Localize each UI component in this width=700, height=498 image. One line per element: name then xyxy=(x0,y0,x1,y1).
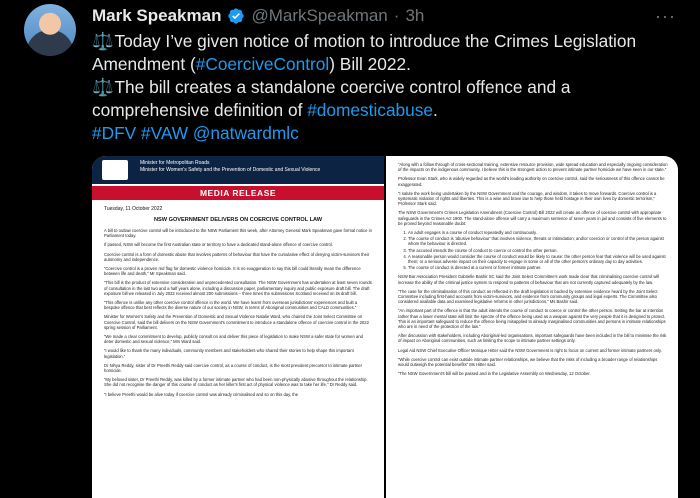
release-body xyxy=(92,200,384,397)
paragraph: Legal Aid NSW Chief Executive Officer Monique Hitter said the NSW Government is right to focus on current and former intimate partners only. xyxy=(398,347,663,353)
list-item: 2. The course of conduct is 'abusive behaviour' that involves violence, threats or intimidation; and/or coercion or control of the person against whom the behaviour is directed. xyxy=(408,236,668,246)
paragraph: “I salute the work being undertaken by the NSW Government and the courage, and wisdom, it takes to move forwards. Coercive control is a systematic violation of rights and liberties. This is a wise and brave law to help those held hostage in their own lives by domestic terrorism,” Professor Stark said. xyxy=(398,190,657,207)
verified-badge-icon xyxy=(227,7,245,25)
release-headline: NSW GOVERNMENT DELIVERS ON COERCIVE CONTROL LAW xyxy=(153,217,323,223)
separator-dot: · xyxy=(393,6,400,25)
balance-scale-emoji: ⚖️ xyxy=(92,31,114,51)
paragraph: Dr Nihya Reddy, sister of Dr Preethi Reddy said coercive control, as a course of conduct, is the most prevalent precursor to intimate partner homicide. xyxy=(104,362,363,374)
paragraph: “We made a clear commitment to develop, publicly consult on and deliver this piece of legislation to make NSW a safer state for women and deter domestic and sexual violence,” Mrs Ward said. xyxy=(104,334,363,345)
paragraph: A bill to outlaw coercive control will be introduced to the NSW Parliament this week, after Attorney General Mark Speakman gave formal notice in Parliament today. xyxy=(104,228,372,239)
paragraph: “An important part of the offence is that the adult intends the course of conduct to coerce or control the other person. Setting the bar at intention rather than a lower mental state will limit the spectre of the offence being used as a weapon against the very people that it is designed to protect. This is an important safeguard to reduce the offence being misapplied to already marginalised communities and persons in intimate relationships who are in need of the protection of the law.” xyxy=(398,308,666,330)
paragraph: NSW Bar Association President Gabrielle Bashir SC said the Joint Select Committee's work made clear that criminalising coercive control will increase the ability of the criminal justice system to respond to patterns of behaviour that are not currently captured adequately by the law. xyxy=(398,274,660,285)
tweet-line-3 xyxy=(92,122,682,145)
tweet-line-1 xyxy=(92,30,682,76)
author-name[interactable]: Mark Speakman xyxy=(92,6,222,25)
paragraph: “I would like to thank the many individuals, community members and stakeholders who shared their stories to help shape this important legislation.” xyxy=(104,348,354,359)
paragraph: If passed, NSW will become the first Australian state or territory to have a dedicated stand-alone offence of coercive control. xyxy=(104,242,333,248)
media-image-left[interactable] xyxy=(92,156,384,498)
avatar[interactable] xyxy=(24,4,76,56)
media-release-title: MEDIA RELEASE xyxy=(92,186,384,200)
list-item: 4. A reasonable person would consider the course of conduct would be likely to cause: the other person fear that violence will be used against them; or a serious adverse impact on their capacity to engage in some or all of the other person's ordinary day to day activities. xyxy=(408,254,668,264)
tweet-text-part: Today I’ve given notice of motion to introduce the Crimes Legislation Amendment ( xyxy=(92,31,637,74)
paragraph: “While coercive control can exist outside intimate partner relationships, we believe that the risks of including a broader range of relationships would outweigh the potential benefits” Ms Hitter said. xyxy=(398,356,658,368)
tweet-text-part: . xyxy=(433,100,438,120)
tweet-text xyxy=(92,30,682,145)
timestamp[interactable]: 3h xyxy=(405,6,425,25)
hashtag-link[interactable]: #CoerciveControl xyxy=(195,54,330,74)
paragraph: “Along with a follow through of cross-sectional training, extensive resource provision, wide spread education and especially ongoing consideration of the impacts on the indigenous community, I believe this is the strongest action to prevent intimate partner homicide we have seen in our state.” xyxy=(398,162,668,173)
tweet-header xyxy=(92,4,424,28)
more-options-icon[interactable]: ··· xyxy=(655,6,676,26)
paragraph: “I believe Preethi would be alive today if coercive control was already criminalised and so on this day, the xyxy=(104,391,299,397)
banner-line: Minister for Metropolitan Roads xyxy=(140,160,210,166)
release-paragraphs xyxy=(398,274,668,376)
paragraph: “My beloved sister, Dr Preethi Reddy, was killed by a former intimate partner who had been non-physically abusive throughout the relationship. She did not recognise the danger of this course of conduct as her killer's first act of physical violence was to take her life,” Dr Reddy said. xyxy=(104,377,368,388)
tweet-text-part: The bill creates a standalone coercive control offence and a comprehensive definition of xyxy=(92,77,571,120)
paragraph: After discussion with stakeholders, including Aboriginal-led organisations, important safeguards have been included in the bill to minimise the risk of impact on Aboriginal communities, such as limiting the scope to intimate partner settings only. xyxy=(398,333,667,344)
hashtag-link[interactable]: #DFV xyxy=(92,123,137,143)
paragraph: “This bill is the product of extensive consideration and unprecedented consultation. The NSW Government has undertaken at least seven rounds of consultation in the last two and a half years alone, including a discussion paper, parliamentary inquiry and public exposure draft bill. The draft exposure bill we released in July 2022 received almost 200 submissions – three times the submissions Scotland received on its draft bill. xyxy=(104,280,372,296)
paragraph: Coercive control is a form of domestic abuse that involves patterns of behaviour that have the cumulative effect of denying victim-survivors their autonomy and independence. xyxy=(104,251,370,262)
paragraph: “This offence is unlike any other coercive control offence in the world. We have learnt from overseas jurisdictions' experiences and built a bespoke offence that best reflects the diverse nature of our society in NSW, in terms of Aboriginal communities and CALD communities.” xyxy=(104,300,358,311)
hashtag-link[interactable]: #domesticabuse xyxy=(307,100,434,120)
paragraph: Professor Evan Stark, who is widely regarded as the world's leading authority on coercive control, said the seriousness of this offence cannot be exaggerated. xyxy=(398,176,665,187)
ministerial-banner xyxy=(92,156,384,184)
tweet-line-2 xyxy=(92,76,682,122)
list-item: 5. The course of conduct is directed at a current or former intimate partner. xyxy=(408,265,668,270)
list-item: 3. The accused intends the course of conduct to coerce or control the other person. xyxy=(408,248,668,253)
author-handle[interactable]: @MarkSpeakman xyxy=(251,6,388,25)
release-date: Tuesday, 11 October 2022 xyxy=(104,206,163,212)
media-image-right[interactable] xyxy=(386,156,678,498)
balance-scale-emoji: ⚖️ xyxy=(92,77,114,97)
mention-link[interactable]: @natwardmlc xyxy=(192,123,299,143)
paragraph: Minister for Women's Safety and the Prevention of Domestic and Sexual Violence Natalie Ward, who chaired the Joint Select Committee on Coercive Control, said the bill delivers on the NSW Government's commitment to introduce a standalone offence of coercive control in the 2022 spring session of Parliament. xyxy=(104,314,369,330)
paragraph: “The case for the criminalisation of this conduct as reflected in the draft legislation is backed by extensive evidence heard by the Joint Select Committee including first-hand accounts from victim-survivors, and evidence from community groups and legal experts. The Committee also considered available data and examined legislative reforms in other jurisdictions,” Ms Bashir said. xyxy=(398,288,658,305)
release-paragraphs xyxy=(104,228,372,397)
tweet-media[interactable] xyxy=(92,156,678,498)
paragraph: “The NSW Government's bill will be passed and in the Legislative Assembly on Wednesday, 12 October. xyxy=(398,371,591,377)
offence-elements-list xyxy=(408,230,668,270)
tweet-text-part: ) Bill 2022. xyxy=(329,54,411,74)
list-item: 1. An adult engages in a course of conduct repeatedly and continuously. xyxy=(408,230,668,235)
banner-line: Minister for Women's Safety and the Prevention of Domestic and Sexual Violence xyxy=(140,167,321,173)
hashtag-link[interactable]: #VAW xyxy=(141,123,189,143)
paragraph: The NSW Government's Crimes Legislation Amendment (Coercive Control) Bill 2022 will create an offence of coercive control with appropriate safeguards in the Crimes Act 1900. The stand-alone offence will carry a maximum sentence of seven years in jail and consists of five elements to be proved beyond reasonable doubt: xyxy=(398,210,667,226)
nsw-government-logo xyxy=(102,160,128,180)
paragraph: “Coercive control is a proven red flag for domestic violence homicide. It is no exaggeration to say this bill could literally mean the difference between life and death,” Mr Speakman said. xyxy=(104,266,361,277)
release-paragraphs xyxy=(398,162,668,226)
